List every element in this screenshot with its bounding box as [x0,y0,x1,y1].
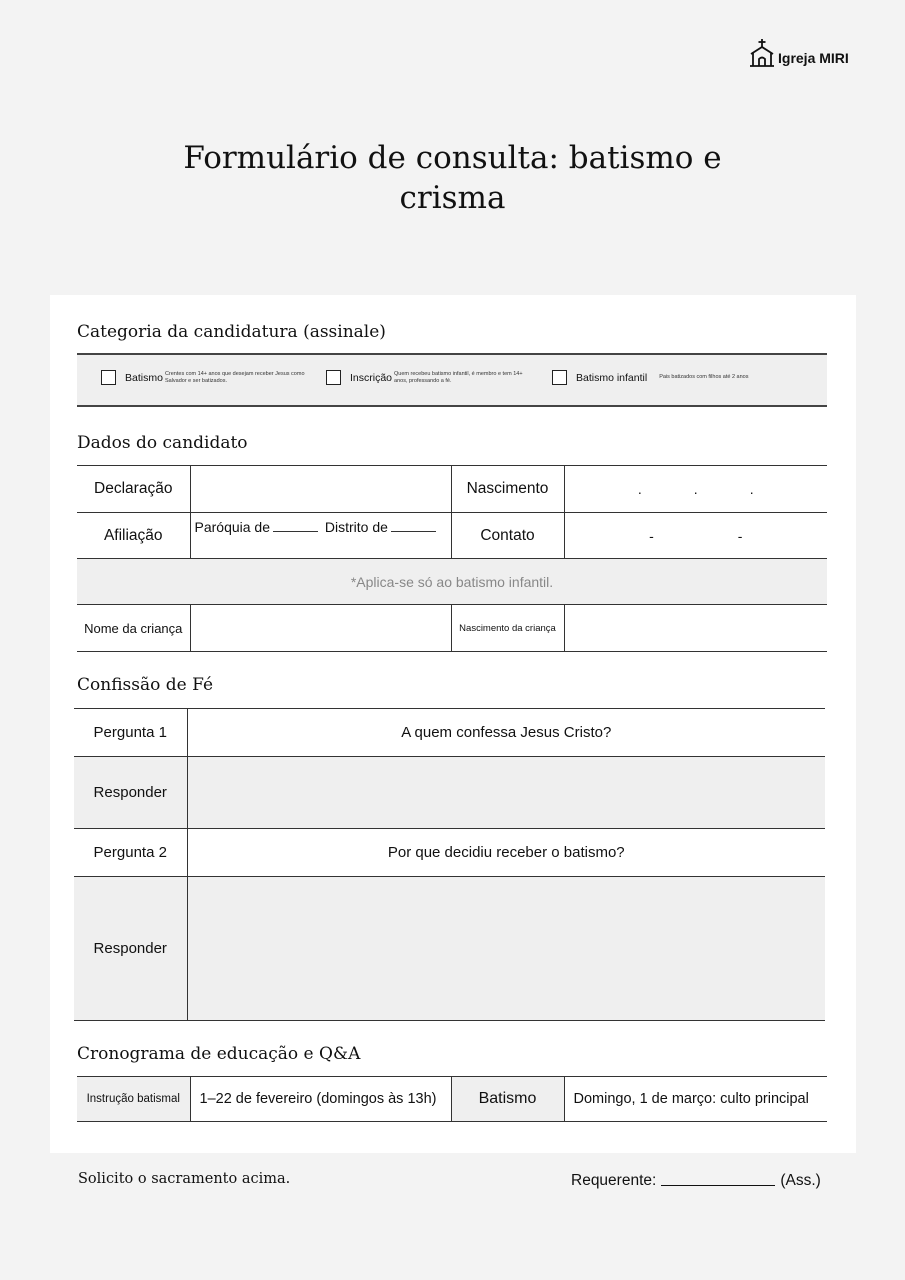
question-1-text: A quem confessa Jesus Cristo? [187,709,825,757]
form-card [50,295,856,1153]
answer-2-label: Responder [74,877,187,1021]
baptism-label: Batismo [451,1077,564,1122]
answer-2-field[interactable] [187,877,825,1021]
faith-table [74,708,825,1021]
option-baptism-desc: Crentes com 14+ anos que desejam receber Jesus como Salvador e ser batizados. [164,371,305,384]
declaration-field[interactable] [190,466,451,513]
logo-text: Igreja MIRI [778,50,849,66]
contact-field[interactable]: - - [564,513,827,559]
option-enrollment [326,370,534,385]
checkbox-enrollment[interactable] [326,370,341,385]
answer-1-label: Responder [74,757,187,829]
schedule-table [77,1076,827,1122]
option-infant-baptism [552,370,748,385]
option-baptism [101,370,305,385]
affiliation-field[interactable] [190,513,451,559]
option-infant-desc: Pais batizados com filhos até 2 anos [659,374,749,381]
schedule-heading: Cronograma de educação e Q&A [77,1044,361,1064]
category-heading: Categoria da candidatura (assinale) [77,322,386,342]
category-options [77,353,827,407]
declaration-label: Declaração [77,466,190,513]
answer-1-field[interactable] [187,757,825,829]
request-statement: Solicito o sacramento acima. [78,1171,291,1187]
baptism-value: Domingo, 1 de março: culto principal [564,1077,827,1122]
infant-note: *Aplica-se só ao batismo infantil. [77,559,827,605]
child-birth-label: Nascimento da criança [451,605,564,652]
contact-label: Contato [451,513,564,559]
checkbox-infant-baptism[interactable] [552,370,567,385]
signature-area [571,1172,821,1190]
affiliation-label: Afiliação [77,513,190,559]
faith-heading: Confissão de Fé [77,675,214,695]
candidate-heading: Dados do candidato [77,433,248,453]
signature-line[interactable] [661,1185,775,1186]
title-line-2: crisma [399,180,506,216]
child-name-label: Nome da criança [77,605,190,652]
church-icon [748,38,776,68]
parish-label: Paróquia de [194,519,271,535]
instruction-label: Instrução batismal [77,1077,190,1122]
question-2-label: Pergunta 2 [74,829,187,877]
instruction-value: 1–22 de fevereiro (domingos às 13h) [190,1077,451,1122]
option-infant-label: Batismo infantil [576,371,648,384]
district-label: Distrito de [324,519,388,535]
birth-date-field[interactable]: . . . [564,466,827,513]
church-logo [748,38,849,68]
option-enrollment-label: Inscrição [350,371,393,384]
question-1-label: Pergunta 1 [74,709,187,757]
signature-label: (Ass.) [780,1172,821,1189]
question-2-text: Por que decidiu receber o batismo? [187,829,825,877]
applicant-label: Requerente: [571,1172,657,1189]
checkbox-baptism[interactable] [101,370,116,385]
child-birth-field[interactable] [564,605,827,652]
title-line-1: Formulário de consulta: batismo e [183,140,722,176]
page-title [0,138,905,218]
option-baptism-label: Batismo [125,371,163,384]
option-enrollment-desc: Quem recebeu batismo infantil, é membro e tem 14+ anos, professando a fé. [394,371,523,384]
candidate-table [77,465,827,652]
birth-label: Nascimento [451,466,564,513]
child-name-field[interactable] [190,605,451,652]
